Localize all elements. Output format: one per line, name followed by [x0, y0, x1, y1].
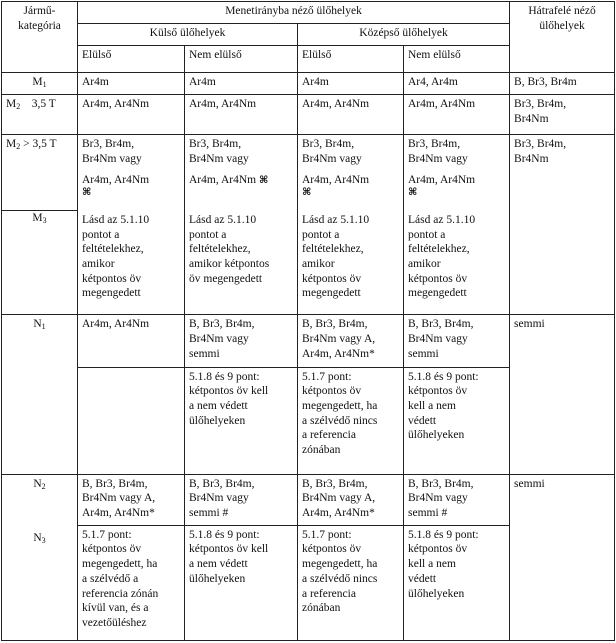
category-letter: M: [32, 76, 43, 89]
cell-line: megengedett, ha: [82, 558, 158, 571]
cell-line: pontot a: [82, 228, 120, 241]
seat-belt-requirements-table: [1, 1, 615, 641]
outer-front-cell: [78, 474, 185, 525]
cell-line: semmi: [514, 477, 545, 490]
rear-facing-header-line: ülőhelyek: [539, 19, 585, 32]
category-suffix: > 3,5 T: [23, 138, 57, 151]
outer-front-cell: [78, 315, 185, 367]
outer-not-front-cell: [185, 367, 298, 474]
cell-line: Br4Nm vagy: [189, 152, 249, 165]
outer-not-front-cell: [185, 474, 298, 525]
category-cell: [2, 135, 78, 211]
category-letter: N: [33, 532, 42, 545]
outer-front-cell: [78, 525, 185, 640]
cell-line: Ar4m, Ar4Nm: [82, 173, 150, 186]
cell-line: Br4Nm vagy: [408, 333, 468, 346]
center-front-cell: [298, 135, 404, 211]
cell-line: Lásd az 5.1.10: [408, 213, 476, 226]
cell-line: Br4Nm: [514, 152, 549, 165]
cell-line: B, Br3, Br4m,: [302, 318, 368, 331]
center-front-cell: [298, 525, 404, 640]
command-symbol-icon: ⌘: [82, 187, 92, 199]
outer-not-front-cell: [185, 525, 298, 640]
cell-line: Br3, Br4m,: [514, 138, 567, 151]
category-cell: [2, 95, 78, 135]
cell-line: amikor: [408, 257, 441, 270]
category-subscript: 3: [42, 216, 47, 226]
cell-line: a referencia: [302, 587, 356, 600]
cell-line: Br3, Br4m,: [82, 138, 135, 151]
outer-not-front-header: Nem elülső: [185, 46, 298, 73]
cell-line: 5.1.7 pont:: [302, 370, 352, 383]
cell-line: Lásd az 5.1.10: [189, 213, 257, 226]
category-suffix: 3,5 T: [31, 98, 56, 111]
cell-line: Ar4m, Ar4Nm: [189, 98, 257, 111]
cell-line: a szélvédő nincs: [302, 572, 378, 585]
outer-front-cell: [78, 135, 185, 211]
command-symbol-icon: ⌘: [258, 174, 269, 186]
cell-line: Br4Nm: [514, 112, 549, 125]
cell-line: kell a nem: [408, 558, 456, 571]
cell-text: Ar4m, Ar4Nm: [189, 173, 257, 186]
cell-line: B, Br3, Br4m,: [408, 477, 474, 490]
cell-line: Lásd az 5.1.10: [302, 213, 370, 226]
center-front-cell: [298, 73, 404, 95]
cell-line: megengedett, ha: [302, 558, 378, 571]
center-not-front-cell: [404, 135, 510, 211]
category-letter: N: [33, 318, 42, 331]
category-subscript: 3: [41, 536, 46, 546]
cell-line: pontot a: [302, 228, 340, 241]
vehicle-category-header: [2, 2, 78, 73]
cell-line: Ar4m, Ar4Nm: [408, 98, 476, 111]
rear-cell: [510, 73, 615, 95]
category-cell: [2, 525, 78, 640]
cell-line: ülőhelyeken: [189, 414, 246, 427]
category-letter: N: [33, 477, 42, 490]
center-not-front-cell: [404, 367, 510, 474]
cell-line: B, Br3, Br4m,: [302, 477, 368, 490]
cell-line: kétpontos öv: [408, 385, 468, 398]
center-not-front-cell: [404, 95, 510, 135]
row-m2-light: [2, 95, 615, 135]
center-not-front-cell: [404, 474, 510, 525]
cell-line: megengedett: [302, 287, 361, 300]
cell-line: B, Br3, Br4m,: [408, 318, 474, 331]
cell-line: megengedett: [82, 287, 141, 300]
center-front-cell: [298, 211, 404, 315]
rear-cell: [510, 95, 615, 135]
cell-line: ülőhelyeken: [408, 429, 465, 442]
center-front-cell: [298, 367, 404, 474]
cell-line: 5.1.7 pont:: [302, 528, 352, 541]
cell-line: semmi: [189, 347, 220, 360]
rear-cell: [510, 474, 615, 640]
cell-line: kétpontos öv: [302, 543, 362, 556]
category-cell: [2, 474, 78, 525]
cell-line: amikor: [302, 257, 335, 270]
cell-line: Ar4m, Ar4Nm: [82, 98, 150, 111]
cell-line: feltételekhez,: [408, 243, 470, 256]
category-subscript: 1: [41, 322, 46, 332]
rear-cell: [510, 211, 615, 315]
cell-line: 5.1.8 és 9 pont:: [189, 370, 260, 383]
center-front-cell: [298, 474, 404, 525]
center-not-front-cell: [404, 73, 510, 95]
category-subscript: 2: [16, 102, 21, 112]
cell-line: kétpontos öv kell: [189, 385, 269, 398]
outer-not-front-cell: [185, 135, 298, 211]
cell-line: Ar4m, Ar4Nm: [302, 173, 370, 186]
rear-cell: [510, 135, 615, 211]
command-symbol-icon: ⌘: [408, 187, 418, 199]
center-seats-header: Középső ülőhelyek: [298, 24, 510, 46]
cell-line: Br3, Br4m,: [189, 138, 242, 151]
cell-line: feltételekhez,: [302, 243, 364, 256]
center-front-cell: [298, 95, 404, 135]
outer-not-front-cell: [185, 315, 298, 367]
outer-front-cell: [78, 211, 185, 315]
cell-line: megengedett: [408, 287, 467, 300]
cell-line: ülőhelyeken: [189, 572, 246, 585]
cell-line: amikor: [82, 257, 115, 270]
cell-line: Br4Nm vagy: [408, 152, 468, 165]
row-m2-heavy: [2, 135, 615, 211]
cell-line: kell a nem: [408, 399, 456, 412]
cell-line: Br3, Br4m,: [408, 138, 461, 151]
cell-line: feltételekhez,: [189, 243, 251, 256]
cell-line: vezetőüléshez: [82, 617, 147, 630]
category-cell: [2, 315, 78, 474]
outer-front-cell: [78, 73, 185, 95]
cell-line: Ar4m, Ar4Nm: [408, 173, 476, 186]
outer-not-front-cell: [185, 73, 298, 95]
cell-line: B, Br3, Br4m,: [82, 477, 148, 490]
category-cell: [2, 73, 78, 95]
cell-line: 5.1.7 pont:: [82, 528, 132, 541]
center-not-front-cell: [404, 525, 510, 640]
center-front-header: Elülső: [298, 46, 404, 73]
cell-line: semmi #: [408, 507, 448, 520]
cell-line: Br4Nm vagy A,: [302, 333, 376, 346]
cell-line: semmi #: [189, 507, 229, 520]
rear-facing-header-line: Hátrafelé néző: [528, 5, 596, 17]
vehicle-category-header-line: kategória: [18, 19, 61, 32]
cell-line: kétpontos öv: [82, 272, 142, 285]
cell-line: referencia zónán: [82, 587, 159, 600]
cell-line: Ar4, Ar4m: [408, 76, 458, 89]
cell-line: B, Br3, Br4m: [514, 76, 577, 89]
category-subscript: 2: [41, 481, 46, 491]
cell-line: zónában: [302, 444, 341, 457]
cell-line: zónában: [302, 602, 341, 615]
row-n1: [2, 315, 615, 367]
forward-facing-header: Menetirányba néző ülőhelyek: [78, 2, 510, 24]
cell-line: Ar4m, Ar4Nm*: [302, 507, 375, 520]
cell-line: semmi: [408, 347, 439, 360]
cell-line: Br4Nm vagy: [189, 492, 249, 505]
category-letter: M: [6, 138, 17, 151]
outer-seats-header: Külső ülőhelyek: [78, 24, 298, 46]
cell-line: feltételekhez,: [82, 243, 144, 256]
cell-line: védett: [408, 572, 437, 585]
cell-line: Ar4m: [82, 76, 109, 89]
cell-line: Ar4m: [189, 76, 216, 89]
row-m1: [2, 73, 615, 95]
row-m3: [2, 211, 615, 315]
cell-line: Br4Nm vagy: [302, 152, 362, 165]
cell-line: kétpontos öv: [408, 272, 468, 285]
cell-line: Ar4m, Ar4Nm: [302, 98, 370, 111]
cell-line: semmi: [514, 318, 545, 331]
cell-line: Ar4m, Ar4Nm: [82, 318, 150, 331]
cell-line: Br4Nm vagy: [189, 333, 249, 346]
cell-line: Br4Nm vagy A,: [82, 492, 156, 505]
cell-line: öv megengedett: [189, 272, 263, 285]
cell-line: Ar4m: [302, 76, 329, 89]
row-n2: [2, 474, 615, 525]
cell-line: Br3, Br4m,: [302, 138, 355, 151]
cell-line: a szélvédő nincs: [302, 414, 378, 427]
cell-line: Lásd az 5.1.10: [82, 213, 150, 226]
cell-line: 5.1.8 és 9 pont:: [408, 528, 479, 541]
cell-line: pontot a: [189, 228, 227, 241]
center-not-front-header: Nem elülső: [404, 46, 510, 73]
outer-not-front-cell: [185, 95, 298, 135]
cell-line: kétpontos öv: [82, 543, 142, 556]
cell-line: megengedett, ha: [302, 399, 378, 412]
cell-line: pontot a: [408, 228, 446, 241]
command-symbol-icon: ⌘: [302, 187, 312, 199]
cell-line: B, Br3, Br4m,: [189, 477, 255, 490]
cell-line: Ar4m, Ar4Nm*: [302, 347, 375, 360]
header-row-1: [2, 2, 615, 24]
cell-line: 5.1.8 és 9 pont:: [189, 528, 260, 541]
outer-not-front-cell: [185, 211, 298, 315]
category-letter: M: [6, 98, 17, 111]
cell-line: Br4Nm vagy: [82, 152, 142, 165]
cell-line: Ar4m, Ar4Nm*: [82, 507, 155, 520]
category-subscript: 1: [42, 80, 47, 90]
center-not-front-cell: [404, 315, 510, 367]
cell-line: 5.1.8 és 9 pont:: [408, 370, 479, 383]
cell-line: kívül van, és a: [82, 602, 149, 615]
outer-front-header: Elülső: [78, 46, 185, 73]
cell-line: amikor kétpontos: [189, 257, 270, 270]
cell-line: Br4Nm vagy A,: [302, 492, 376, 505]
cell-line: kétpontos öv: [408, 543, 468, 556]
cell-line: [189, 173, 293, 188]
cell-line: a nem védett: [189, 399, 248, 412]
center-front-cell: [298, 315, 404, 367]
cell-line: védett: [408, 414, 437, 427]
rear-cell: [510, 315, 615, 474]
cell-line: kétpontos öv: [302, 385, 362, 398]
cell-line: a referencia: [302, 429, 356, 442]
category-subscript: 2: [16, 142, 21, 152]
cell-line: kétpontos öv: [302, 272, 362, 285]
rear-facing-header: [510, 2, 615, 73]
outer-front-cell: [78, 95, 185, 135]
category-cell: [2, 211, 78, 315]
outer-front-cell: [78, 367, 185, 474]
cell-line: a szélvédő a: [82, 572, 139, 585]
center-not-front-cell: [404, 211, 510, 315]
cell-line: ülőhelyeken: [408, 587, 465, 600]
cell-line: B, Br3, Br4m,: [189, 318, 255, 331]
cell-line: a nem védett: [189, 558, 248, 571]
cell-line: kétpontos öv kell: [189, 543, 269, 556]
cell-line: Br4Nm vagy: [408, 492, 468, 505]
category-letter: M: [32, 212, 43, 225]
cell-line: Br3, Br4m,: [514, 98, 567, 111]
vehicle-category-header-line: Jármű-: [23, 5, 56, 17]
